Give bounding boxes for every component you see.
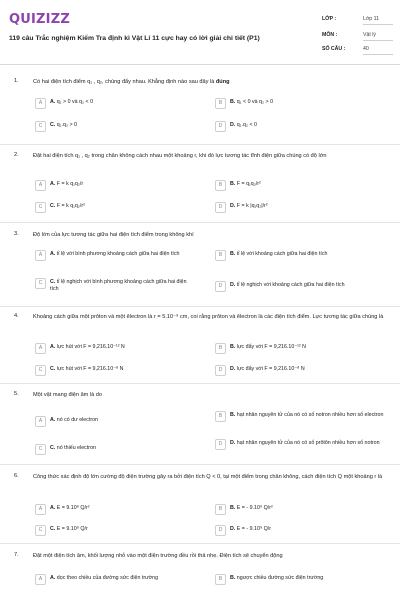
question-text: Đặt một điện tích âm, khối lượng nhỏ vào một điện trường đều rồi thả nhẹ. Điện tích sẽ chuyển động [33,553,283,559]
option-content: lực đẩy với F = 9,216.10⁻¹² N [236,344,306,350]
quizizz-logo[interactable]: QUIZIZZ [9,12,70,27]
option-key: A. [50,181,56,187]
question-text [33,78,388,86]
question-count-value: 40 [363,46,393,55]
option-content: lực hút với F = 9,216.10⁻⁸ N [56,366,124,372]
question-number: 5. [14,391,19,397]
option-text [230,505,370,512]
option-key: B. [230,344,236,350]
option-letter-box[interactable]: D [215,281,226,292]
option-text [230,575,370,582]
option-key: C. [50,122,56,128]
option-key: D. [230,366,236,372]
option-text [50,344,220,351]
option-text [50,181,190,188]
option-text [230,251,400,258]
question-count-label: SỐ CÂU : [322,46,346,52]
option-key: A. [50,575,56,581]
option-content: tỉ lệ nghịch với khoảng cách giữa hai điện tích [236,282,345,288]
option-key: B. [230,505,236,511]
option-content: lực hút với F = 9,216.10⁻¹² N [56,344,125,350]
option-letter-box[interactable]: B [215,343,226,354]
option-letter-box[interactable]: A [35,180,46,191]
option-letter-box[interactable]: B [215,504,226,515]
question-text: Độ lớn của lực tương tác giữa hai điện tích điểm trong không khí [33,232,194,238]
option-key: C. [50,366,56,372]
divider [0,543,400,544]
option-letter-box[interactable]: B [215,180,226,191]
option-content: F = k q₁q₂/r² [56,203,85,209]
question-number: 3. [14,231,19,237]
option-text [50,505,190,512]
option-key: D. [230,122,236,128]
option-letter-box[interactable]: A [35,504,46,515]
option-content: hạt nhân nguyên tử của nó có số notron nhiều hơn số electron [236,412,384,418]
option-content: lực đẩy với F = 9,216.10⁻⁸ N [236,366,305,372]
option-key: D. [230,282,236,288]
option-text [230,122,370,129]
option-key: B. [230,181,236,187]
option-letter-box[interactable]: A [35,416,46,427]
option-letter-box[interactable]: C [35,202,46,213]
option-content: hạt nhân nguyên tử của nó có số prôtôn nhiều hơn số notron [236,440,380,446]
document-title: 119 câu Trắc nghiệm Kiểm Tra định kì Vật Lí 11 cực hay có lời giải chi tiết (P1) [9,35,260,42]
option-text [230,440,390,447]
option-text [50,526,190,533]
option-key: B. [230,412,236,418]
option-letter-box[interactable]: C [35,278,46,289]
option-key: B. [230,251,236,257]
option-content: ngược chiều đường sức điện trường [236,575,324,581]
option-key: C. [50,279,56,285]
divider [0,383,400,384]
divider [0,306,400,307]
option-key: A. [50,505,56,511]
option-key: B. [230,99,236,105]
option-letter-box[interactable]: C [35,525,46,536]
option-text [50,99,190,106]
question-number: 7. [14,552,19,558]
option-content: dọc theo chiều của đường sức điện trường [56,575,159,581]
option-text [230,181,370,188]
option-content: tỉ lệ với khoảng cách giữa hai điện tích [236,251,328,257]
option-key: A. [50,251,56,257]
option-content: E = - 9.10⁹ Q/r² [236,505,273,511]
option-letter-box[interactable]: D [215,121,226,132]
option-content: F = k |q₁q₂|/r² [236,203,268,209]
option-letter-box[interactable]: D [215,439,226,450]
option-content: E = 9.10⁹ Q/r [56,526,88,532]
option-key: A. [50,99,56,105]
question-number: 6. [14,473,19,479]
question-text: Một vật mang điện âm là do [33,392,103,398]
option-content: q₁.q₂ < 0 [236,122,257,128]
option-key: A. [50,417,56,423]
worksheet-header [0,0,400,65]
question-number: 1. [14,78,19,84]
question-text: Khoảng cách giữa một prôton và một êlectron là r = 5.10⁻⁹ cm, coi rằng prôton và êlectron là các điện tích điểm. Lực tương tác giữa chúng là [33,314,384,320]
question-number: 2. [14,152,19,158]
option-text [50,366,220,373]
option-content: q₁ > 0 và q₂ < 0 [56,99,94,105]
option-key: D. [230,203,236,209]
option-text [50,417,190,424]
option-content: F = k q₁q₂/r [56,181,84,187]
option-key: D. [230,526,236,532]
option-text [50,203,190,210]
option-text [50,122,190,129]
option-text [230,99,370,106]
option-text [230,203,370,210]
question-text-emphasis: đúng [215,79,230,85]
option-content: q₁.q₂ > 0 [56,122,77,128]
option-content: tỉ lệ nghịch với bình phương khoảng cách giữa hai điện tích [50,279,187,292]
divider [0,464,400,465]
question-text-main: Có hai điện tích điểm q₁ , q₂, chúng đẩy nhau. Khẳng định nào sau đây là [33,79,216,85]
option-letter-box[interactable]: B [215,411,226,422]
question-text: Công thức xác định độ lớn cường độ điện trường gây ra bởi điện tích Q < 0, tại một điểm trong chân không, cách điện tích Q một khoảng r là [33,474,383,480]
option-letter-box[interactable]: A [35,250,46,261]
option-key: C. [50,203,56,209]
option-letter-box[interactable]: B [215,574,226,585]
option-letter-box[interactable]: D [215,202,226,213]
option-text [50,279,190,293]
option-content: F = q₁q₂/r² [236,181,261,187]
option-text [230,412,390,419]
option-content: tỉ lệ với bình phương khoảng cách giữa hai điện tích [56,251,180,257]
option-letter-box[interactable]: D [215,365,226,376]
option-text [230,526,370,533]
divider [0,222,400,223]
option-key: D. [230,440,236,446]
subject-value: Vật lý [363,32,393,41]
option-key: A. [50,344,56,350]
option-letter-box[interactable]: A [35,574,46,585]
option-letter-box[interactable]: C [35,365,46,376]
question-number: 4. [14,313,19,319]
option-letter-box[interactable]: A [35,98,46,109]
option-key: C. [50,445,56,451]
divider [0,144,400,145]
question-text: Đặt hai điện tích q₁ , q₂ trong chân không cách nhau một khoảng r, khi đó lực tương tác tĩnh điện giữa chúng có độ lớn [33,153,327,159]
option-content: E = - 9.10⁹ Q/r [236,526,272,532]
option-letter-box[interactable]: B [215,250,226,261]
option-text [50,251,190,258]
option-text [230,344,400,351]
option-content: nó thiếu electron [56,445,96,451]
option-letter-box[interactable]: A [35,343,46,354]
option-content: q₁ < 0 và q₂ > 0 [236,99,274,105]
class-label: LỚP : [322,16,337,22]
option-key: C. [50,526,56,532]
option-letter-box[interactable]: B [215,98,226,109]
option-letter-box[interactable]: C [35,444,46,455]
class-value: Lớp 11 [363,16,393,25]
subject-label: MÔN : [322,32,338,38]
option-letter-box[interactable]: D [215,525,226,536]
option-letter-box[interactable]: C [35,121,46,132]
option-key: B. [230,575,236,581]
option-text [230,366,400,373]
option-text [50,445,190,452]
option-text [50,575,190,582]
option-text [230,282,400,289]
option-content: E = 9.10⁹ Q/r² [56,505,90,511]
option-content: nó có dư electron [56,417,99,423]
